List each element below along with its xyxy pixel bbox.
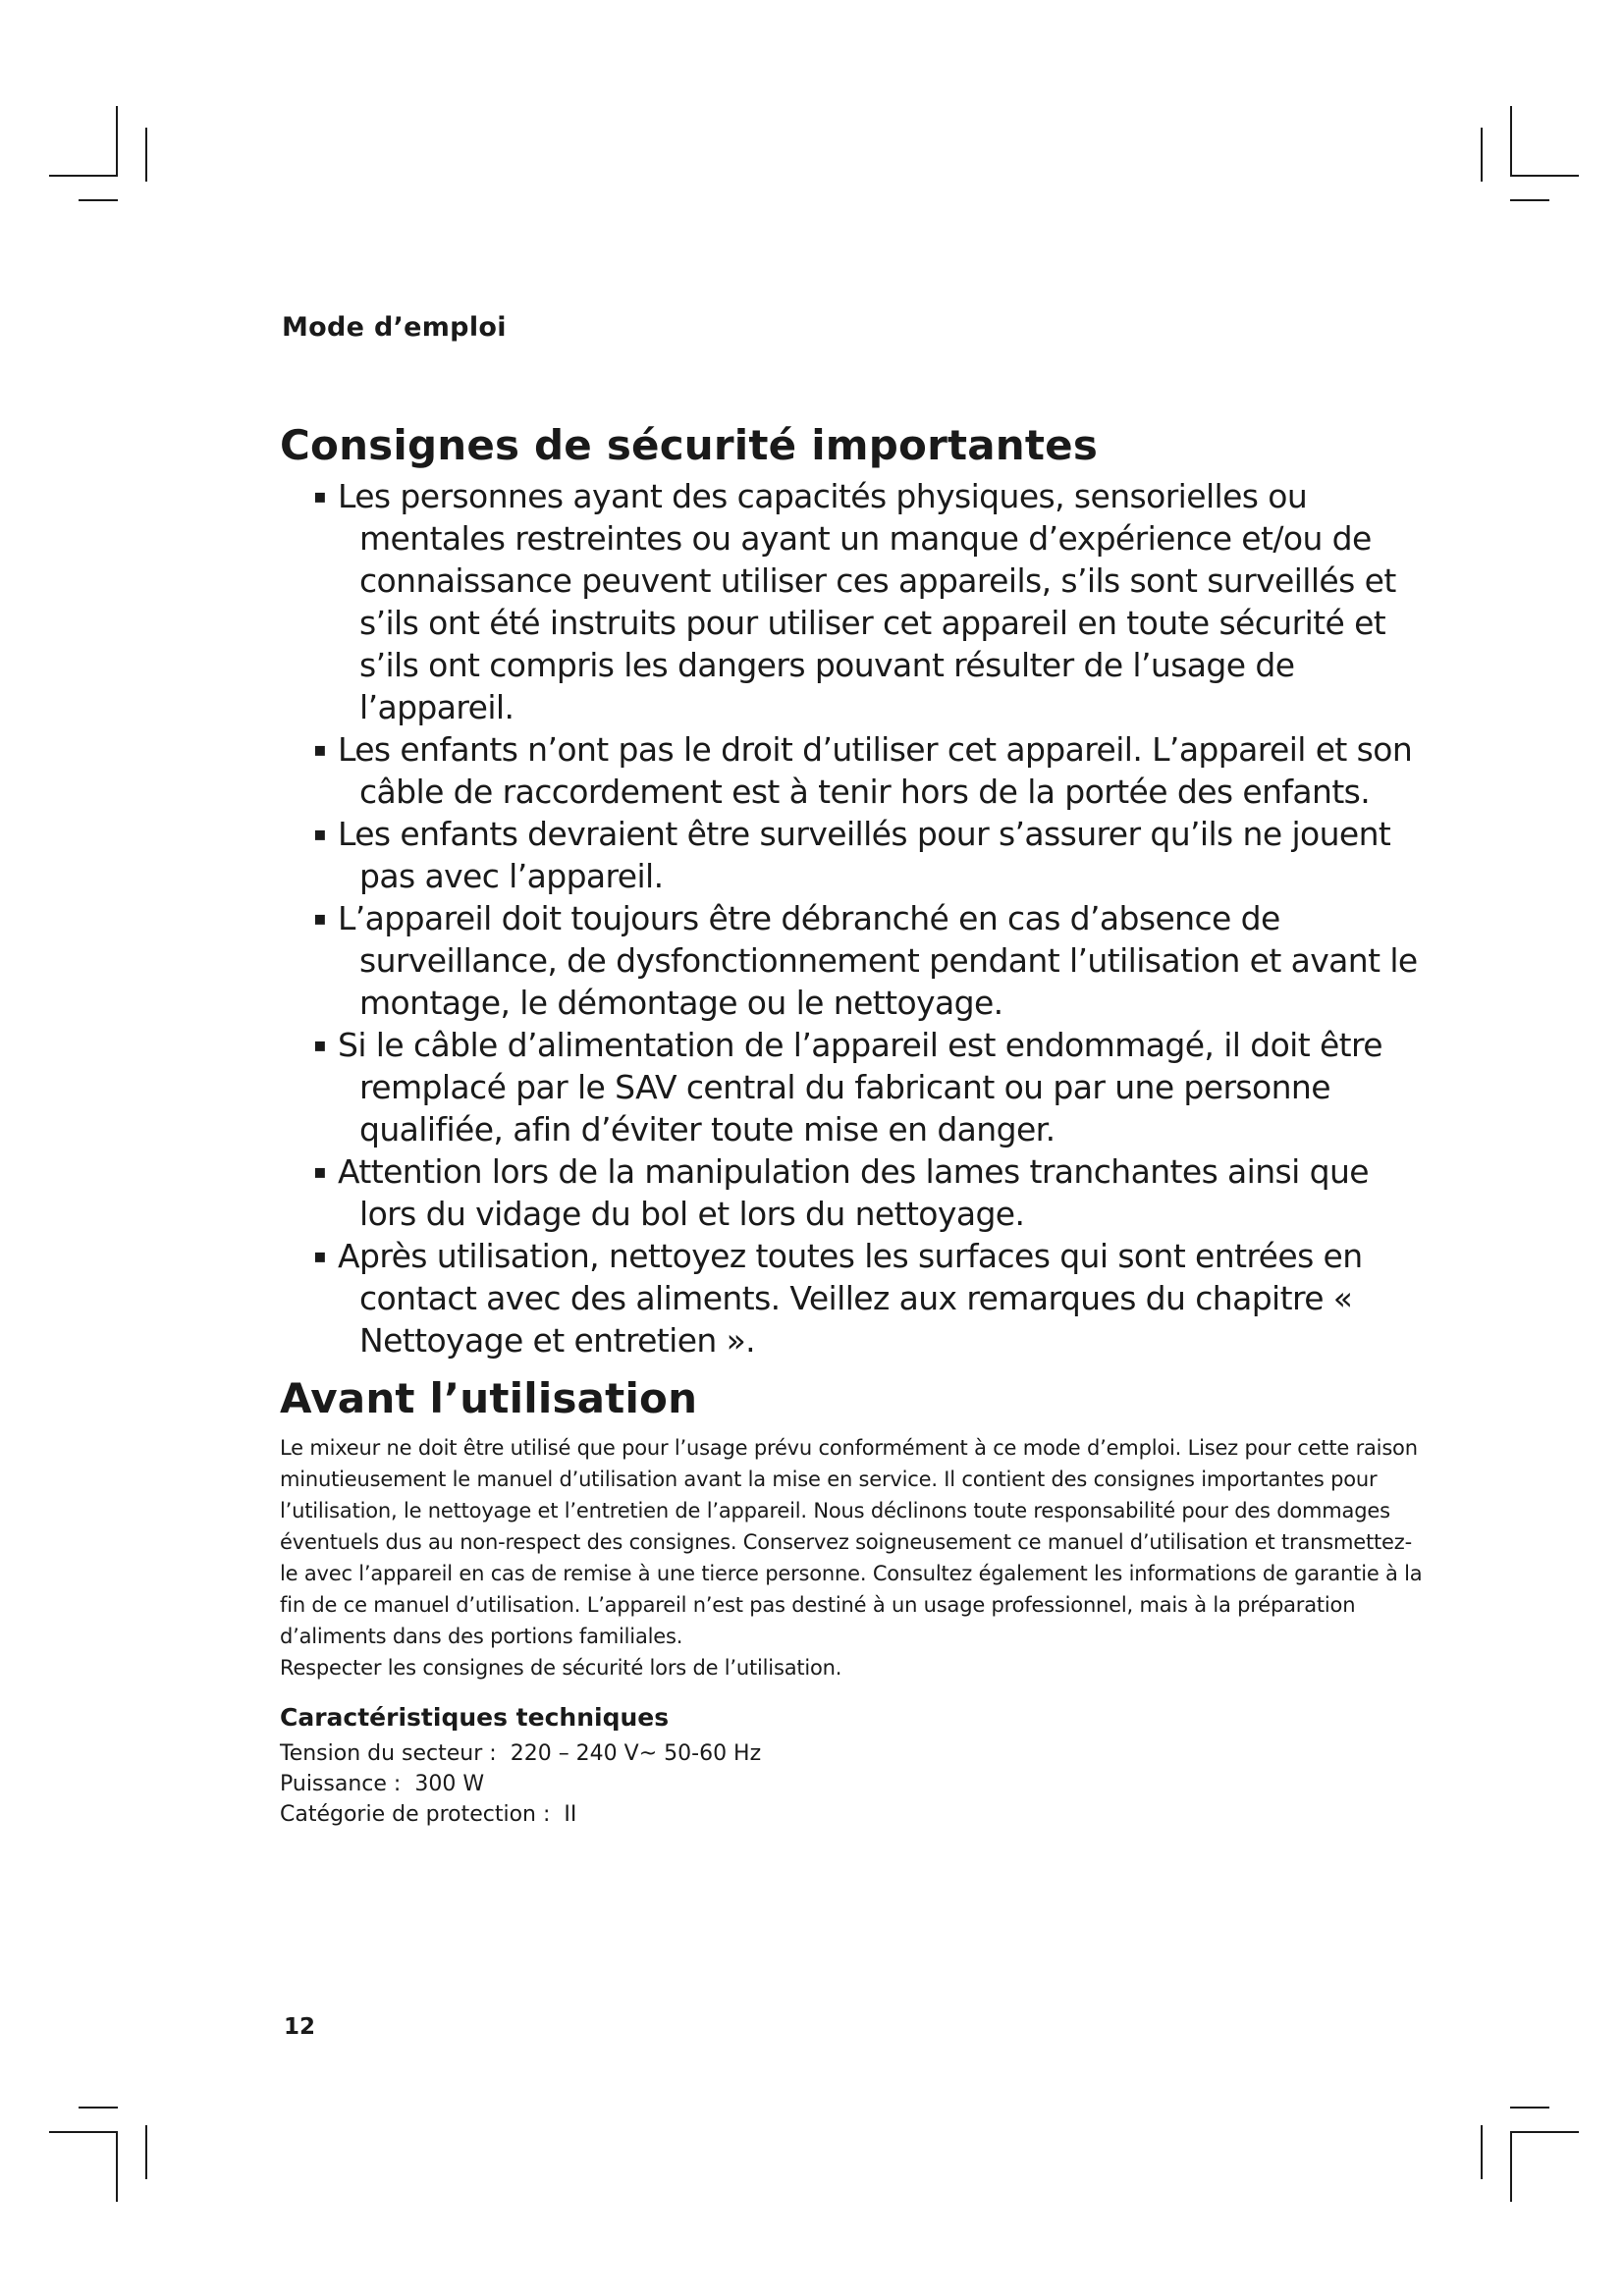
list-item [313, 1024, 1424, 1150]
specs-title: Caractéristiques techniques [280, 1703, 670, 1732]
crop-mark [1481, 128, 1483, 182]
crop-mark [1510, 2107, 1549, 2109]
bullet-icon: ▪ [313, 484, 326, 507]
crop-mark [145, 2125, 147, 2179]
spec-label: Tension du secteur : [280, 1741, 497, 1766]
spec-value: II [564, 1802, 577, 1827]
crop-mark [49, 2131, 118, 2133]
before-use-note: Respecter les consignes de sécurité lors de l’utilisation. [280, 1656, 842, 1680]
crop-mark [116, 2131, 118, 2202]
list-item [313, 728, 1424, 813]
spec-label: Puissance : [280, 1772, 402, 1796]
crop-mark [79, 199, 118, 201]
bullet-icon: ▪ [313, 906, 326, 930]
running-header: Mode d’emploi [282, 312, 507, 343]
crop-mark [1510, 175, 1579, 177]
list-item [313, 813, 1424, 897]
crop-mark [49, 175, 118, 177]
crop-mark [1481, 2125, 1483, 2179]
crop-mark [79, 2107, 118, 2109]
bullet-icon: ▪ [313, 1159, 326, 1183]
spec-row [280, 1738, 1424, 1769]
bullet-icon: ▪ [313, 737, 326, 761]
spec-row [280, 1769, 1424, 1799]
spec-value: 220 – 240 V~ 50-60 Hz [510, 1741, 762, 1766]
list-item-text: Après utilisation, nettoyez toutes les surfaces qui sont entrées en contact avec des aliments. Veillez aux remarques du chapitre « Nettoyage et entretien ». [338, 1237, 1363, 1360]
spec-label: Catégorie de protection : [280, 1802, 551, 1827]
crop-mark [116, 106, 118, 177]
crop-mark [145, 128, 147, 182]
page-number: 12 [284, 2014, 316, 2040]
list-item-text: Les enfants n’ont pas le droit d’utiliser cet appareil. L’appareil et son câble de raccordement est à tenir hors de la portée des enfants. [338, 730, 1413, 811]
list-item-text: Les personnes ayant des capacités physiques, sensorielles ou mentales restreintes ou ayant un manque d’expérience et/ou de connaissance peuvent utiliser ces appareils, s’ils sont surveillés et s’ils ont été instruits pour utiliser cet appareil en toute sécurité et s’ils ont compris les dangers pouvant résulter de l’usage de l’appareil. [338, 477, 1396, 726]
crop-mark [1510, 199, 1549, 201]
bullet-icon: ▪ [313, 822, 326, 845]
safety-section-title: Consignes de sécurité importantes [280, 421, 1099, 469]
list-item [313, 1150, 1424, 1235]
safety-list [280, 475, 1424, 1362]
list-item-text: Attention lors de la manipulation des lames tranchantes ainsi que lors du vidage du bol et lors du nettoyage. [338, 1152, 1369, 1233]
crop-mark [1510, 106, 1512, 177]
list-item-text: Si le câble d’alimentation de l’appareil est endommagé, il doit être remplacé par le SAV central du fabricant ou par une personne qualifiée, afin d’éviter toute mise en danger. [338, 1026, 1382, 1148]
bullet-icon: ▪ [313, 1244, 326, 1267]
spec-row [280, 1799, 1424, 1830]
before-use-paragraph: Le mixeur ne doit être utilisé que pour l’usage prévu conformément à ce mode d’emploi. Lisez pour cette raison minutieusement le manuel d’utilisation avant la mise en service. Il contient des consignes importantes pour l’utilisation, le nettoyage et l’entretien de l’appareil. Nous déclinons toute responsabilité pour des dommages éventuels dus au non-respect des consignes. Conservez soigneusement ce manuel d’utilisation et transmettez-le avec l’appareil en cas de remise à une tierce personne. Consultez également les informations de garantie à la fin de ce manuel d’utilisation. L’appareil n’est pas destiné à un usage professionnel, mais à la préparation d’aliments dans des portions familiales. [280, 1436, 1423, 1648]
main-content [280, 420, 1424, 1830]
spec-value: 300 W [414, 1772, 485, 1796]
crop-mark [1510, 2131, 1512, 2202]
bullet-icon: ▪ [313, 1033, 326, 1056]
list-item-text: L’appareil doit toujours être débranché en cas d’absence de surveillance, de dysfonctionnement pendant l’utilisation et avant le montage, le démontage ou le nettoyage. [338, 899, 1418, 1022]
list-item [313, 897, 1424, 1024]
list-item-text: Les enfants devraient être surveillés pour s’assurer qu’ils ne jouent pas avec l’appareil. [338, 815, 1391, 895]
list-item [313, 1235, 1424, 1362]
before-use-section-title: Avant l’utilisation [280, 1374, 698, 1422]
list-item [313, 475, 1424, 728]
crop-mark [1510, 2131, 1579, 2133]
